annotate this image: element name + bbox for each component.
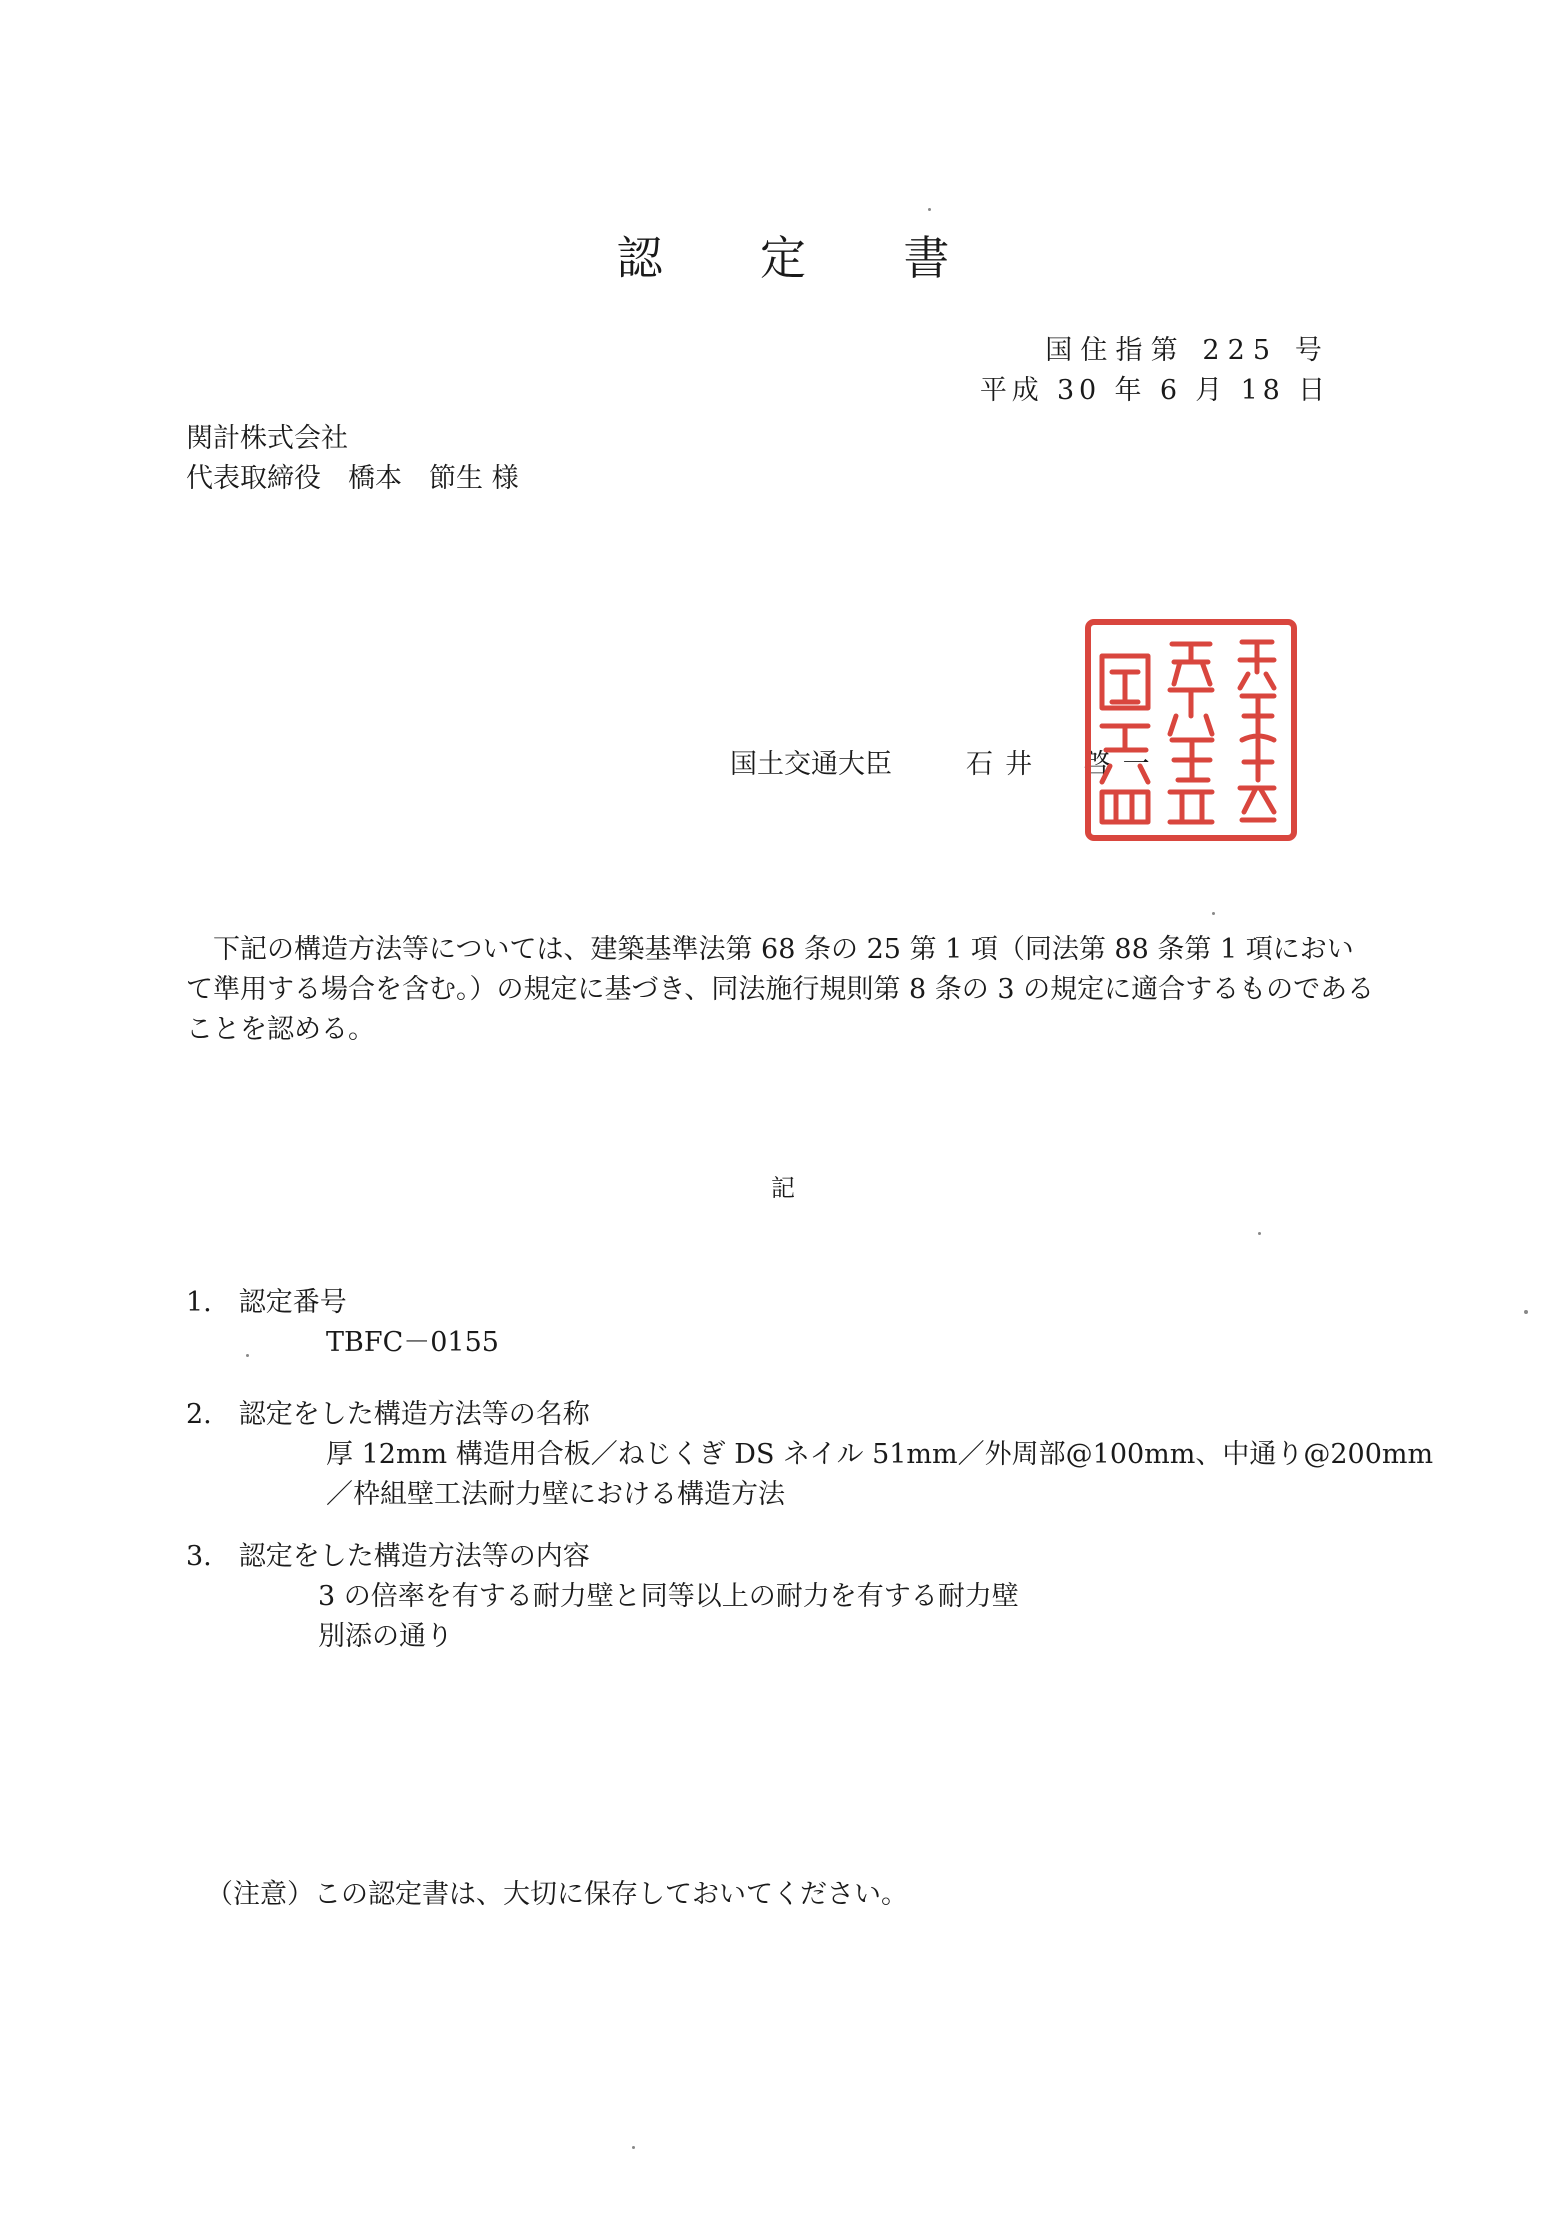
caution-note: （注意）この認定書は、大切に保存しておいてください。 — [206, 1879, 908, 1910]
item-3-label: 3. 認定をした構造方法等の内容 — [186, 1541, 590, 1572]
recipient-company: 関計株式会社 — [186, 423, 348, 454]
recipient-person: 代表取締役 橋本 節生 様 — [186, 463, 519, 494]
item-1-value: TBFC－0155 — [326, 1327, 499, 1358]
item-2-line-2: ／枠組壁工法耐力壁における構造方法 — [326, 1479, 785, 1510]
issuer-name: 石井 啓一 — [966, 749, 1162, 780]
scan-speck — [632, 2146, 635, 2149]
item-1-label: 1. 認定番号 — [186, 1287, 347, 1318]
scan-speck — [1524, 1310, 1528, 1314]
scan-speck — [1212, 912, 1215, 915]
certification-body-text: 下記の構造方法等については、建築基準法第 68 条の 25 第 1 項（同法第 88 条第 1 項において準用する場合を含む。）の規定に基づき、同法施行規則第 8 条の 3 の規定に適合するものであることを認める。 — [186, 934, 1375, 1045]
issue-date: 平成 30 年 6 月 18 日 — [979, 375, 1330, 406]
item-2-label: 2. 認定をした構造方法等の名称 — [186, 1399, 590, 1430]
scan-speck — [246, 1354, 249, 1357]
document-title: 認 定 書 — [616, 231, 991, 285]
scan-speck — [1258, 1232, 1261, 1235]
ki-heading: 記 — [771, 1174, 795, 1202]
item-3-line-1: 3 の倍率を有する耐力壁と同等以上の耐力を有する耐力壁 — [318, 1581, 1019, 1612]
item-3-line-2: 別添の通り — [318, 1621, 453, 1652]
document-number: 国住指第 225 号 — [1045, 335, 1330, 366]
official-seal-icon — [1082, 616, 1300, 844]
issuer-title: 国土交通大臣 — [730, 749, 892, 780]
item-2-line-1: 厚 12mm 構造用合板／ねじくぎ DS ネイル 51mm／外周部@100mm、中通り@200mm — [326, 1439, 1434, 1470]
scan-speck — [928, 208, 931, 211]
